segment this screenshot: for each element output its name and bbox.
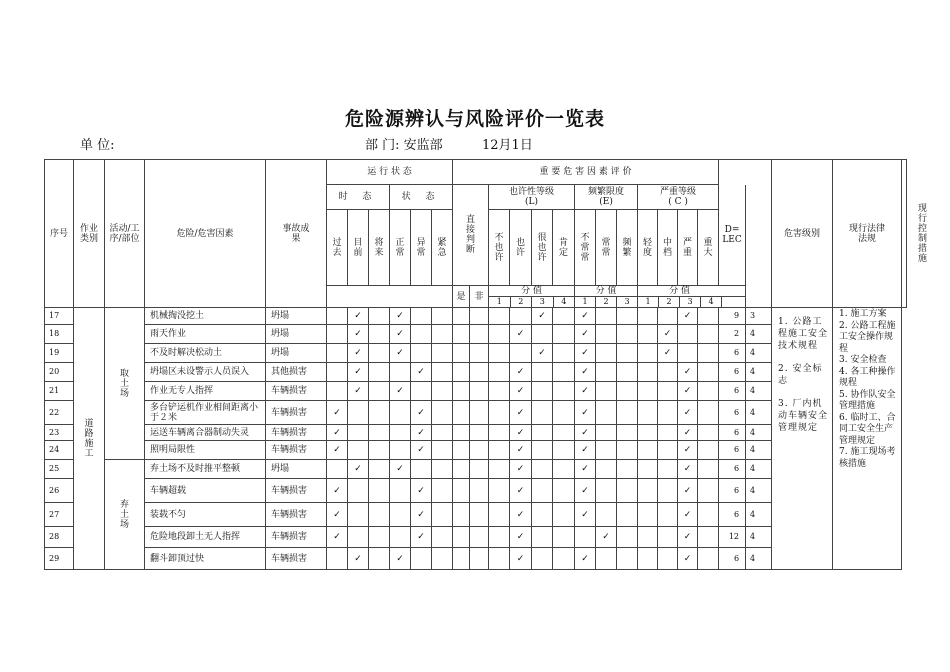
group-dump: 弃土场 [105, 460, 145, 570]
row-hazard: 运送车辆离合器制动失灵 [145, 425, 266, 441]
check-mark: ✓ [411, 527, 432, 548]
row-D: 6 [719, 425, 746, 441]
row-hazard: 多台铲运机作业相间距离小于２米 [145, 401, 266, 425]
header-present: 目前 [348, 210, 369, 286]
header-L: 也许性等级 (L) [489, 185, 575, 210]
row-D: 2 [719, 325, 746, 344]
row-seq: 26 [45, 479, 74, 503]
control-item: 2. 公路工程施工安全操作规程 [839, 320, 896, 354]
check-mark: ✓ [327, 527, 348, 548]
row-D: 12 [719, 527, 746, 548]
control-item: 6. 临时工、合同工安全生产管理规定 [839, 412, 896, 446]
row-level: 4 [746, 382, 772, 401]
header-E1: 不常常 [575, 210, 596, 286]
check-mark: ✓ [411, 363, 432, 382]
check-mark: ✓ [575, 382, 596, 401]
row-result: 坍塌 [266, 460, 327, 479]
page-title: 危险源辨认与风险评价一览表 [344, 108, 605, 130]
header-E: 频繁限度 (E) [575, 185, 638, 210]
row-level: 4 [746, 460, 772, 479]
check-mark: ✓ [327, 441, 348, 460]
check-mark: ✓ [678, 503, 698, 527]
header-E2: 常常 [596, 210, 617, 286]
check-mark: ✓ [348, 460, 369, 479]
check-mark: ✓ [411, 479, 432, 503]
row-seq: 20 [45, 363, 74, 382]
row-hazard: 危险地段卸土无人指挥 [145, 527, 266, 548]
row-hazard: 照明局限性 [145, 441, 266, 460]
check-mark: ✓ [510, 479, 532, 503]
score-c1: 1 [638, 297, 659, 307]
score-l2: 2 [511, 297, 533, 307]
header-result: 事故成果 [266, 160, 327, 308]
header-L4: 肯定 [553, 210, 575, 286]
check-mark: ✓ [678, 479, 698, 503]
check-mark: ✓ [678, 401, 698, 425]
score-l3: 3 [532, 297, 554, 307]
check-mark: ✓ [411, 441, 432, 460]
row-level: 4 [746, 425, 772, 441]
header-E-score: 分 值 [575, 286, 637, 297]
row-hazard: 装载不匀 [145, 503, 266, 527]
check-mark: ✓ [510, 548, 532, 570]
row-D: 6 [719, 548, 746, 570]
check-mark: ✓ [575, 344, 596, 363]
check-mark: ✓ [678, 441, 698, 460]
check-mark: ✓ [390, 325, 411, 344]
check-mark: ✓ [348, 308, 369, 325]
header-urgent: 紧急 [432, 210, 453, 286]
check-mark: ✓ [510, 527, 532, 548]
row-seq: 27 [45, 503, 74, 527]
law-cell [772, 308, 833, 570]
row-hazard: 不及时解决松动土 [145, 344, 266, 363]
row-hazard: 翻斗卸顶过快 [145, 548, 266, 570]
header-tense: 时 态 [327, 185, 390, 210]
header-E3: 频繁 [617, 210, 638, 286]
check-mark: ✓ [532, 344, 553, 363]
score-c4: 4 [701, 297, 722, 307]
check-mark: ✓ [575, 441, 596, 460]
row-result: 车辆损害 [266, 382, 327, 401]
header-abnormal: 异常 [411, 210, 432, 286]
row-level: 4 [746, 344, 772, 363]
score-e1: 1 [575, 297, 596, 307]
check-mark: ✓ [411, 503, 432, 527]
score-e3: 3 [624, 297, 630, 306]
header-direct: 直接判断 [453, 185, 489, 286]
check-mark: ✓ [510, 441, 532, 460]
row-level: 4 [746, 325, 772, 344]
control-item: 4. 各工种操作规程 [839, 366, 896, 388]
row-D: 6 [719, 344, 746, 363]
check-mark: ✓ [658, 344, 678, 363]
control-cell [833, 308, 902, 570]
check-mark: ✓ [575, 548, 596, 570]
header-C: 严重等级 ( C ) [638, 185, 719, 210]
control-item: 1. 施工方案 [839, 309, 887, 319]
check-mark: ✓ [327, 425, 348, 441]
score-c2: 2 [659, 297, 680, 307]
row-hazard: 机械掏没挖土 [145, 308, 266, 325]
check-mark: ✓ [327, 401, 348, 425]
row-D: 6 [719, 401, 746, 425]
row-hazard: 坍塌区未设警示人员误入 [145, 363, 266, 382]
row-hazard: 作业无专人指挥 [145, 382, 266, 401]
check-mark: ✓ [390, 382, 411, 401]
row-result: 车辆损害 [266, 503, 327, 527]
score-l4: 4 [561, 297, 567, 306]
law-item: 2. 安全标志 [778, 364, 823, 386]
row-seq: 28 [45, 527, 74, 548]
row-result: 坍塌 [266, 325, 327, 344]
check-mark: ✓ [678, 363, 698, 382]
row-level: 4 [746, 527, 772, 548]
header-future: 将来 [369, 210, 390, 286]
check-mark: ✓ [575, 325, 596, 344]
check-mark: ✓ [327, 479, 348, 503]
risk-assessment-table [44, 159, 928, 570]
department-label: 部 门: 安监部 [365, 138, 443, 153]
header-major-evaluation: 重 要 危 害 因 素 评 价 [453, 160, 719, 185]
control-item: 5. 协作队安全管理措施 [839, 389, 896, 411]
row-seq: 29 [45, 548, 74, 570]
date-label: 12月1日 [482, 138, 533, 153]
check-mark: ✓ [510, 325, 532, 344]
row-level: 3 [746, 308, 772, 325]
row-seq: 17 [45, 308, 74, 325]
work-type-cell: 道路施工 [74, 308, 105, 570]
check-mark: ✓ [411, 401, 432, 425]
row-seq: 23 [45, 425, 74, 441]
check-mark: ✓ [327, 503, 348, 527]
check-mark: ✓ [348, 548, 369, 570]
header-status: 状 态 [390, 185, 453, 210]
row-level: 4 [746, 548, 772, 570]
row-result: 车辆损害 [266, 548, 327, 570]
header-L-score: 分 值 [489, 286, 574, 297]
header-past: 过去 [327, 210, 348, 286]
row-level: 4 [746, 401, 772, 425]
check-mark: ✓ [678, 548, 698, 570]
check-mark: ✓ [575, 479, 596, 503]
check-mark: ✓ [510, 401, 532, 425]
header-work-type: 作业类别 [74, 160, 105, 308]
header-C3: 严重 [678, 210, 698, 286]
row-result: 车辆损害 [266, 401, 327, 425]
check-mark: ✓ [678, 425, 698, 441]
row-seq: 18 [45, 325, 74, 344]
check-mark: ✓ [348, 363, 369, 382]
control-item: 3. 安全检查 [839, 355, 887, 365]
header-run-state: 运 行 状 态 [327, 160, 453, 185]
check-mark: ✓ [678, 527, 698, 548]
row-result: 车辆损害 [266, 527, 327, 548]
law-item: 1. 公路工程施工安全技术规程 [778, 317, 829, 351]
unit-label: 单 位: [80, 138, 115, 153]
check-mark: ✓ [658, 325, 678, 344]
row-result: 车辆损害 [266, 425, 327, 441]
row-result: 坍塌 [266, 344, 327, 363]
check-mark: ✓ [390, 548, 411, 570]
check-mark: ✓ [411, 425, 432, 441]
row-level: 4 [746, 503, 772, 527]
row-seq: 22 [45, 401, 74, 425]
check-mark: ✓ [390, 344, 411, 363]
check-mark: ✓ [510, 382, 532, 401]
header-yes: 是 [453, 286, 470, 308]
row-hazard: 弃土场不及时推平整顿 [145, 460, 266, 479]
row-level: 4 [746, 479, 772, 503]
row-D: 6 [719, 460, 746, 479]
check-mark: ✓ [510, 503, 532, 527]
row-seq: 24 [45, 441, 74, 460]
check-mark: ✓ [532, 308, 553, 325]
check-mark: ✓ [575, 401, 596, 425]
header-normal: 正常 [390, 210, 411, 286]
check-mark: ✓ [678, 460, 698, 479]
check-mark: ✓ [510, 425, 532, 441]
check-mark: ✓ [390, 460, 411, 479]
row-result: 其他损害 [266, 363, 327, 382]
control-item: 7. 施工现场考核措施 [839, 447, 896, 469]
row-D: 9 [719, 308, 746, 325]
check-mark: ✓ [510, 363, 532, 382]
row-D: 6 [719, 382, 746, 401]
check-mark: ✓ [678, 382, 698, 401]
check-mark: ✓ [678, 308, 698, 325]
row-result: 车辆损害 [266, 479, 327, 503]
header-C1: 轻度 [638, 210, 658, 286]
header-law: 现行法律法规 [833, 160, 902, 308]
header-activity: 活动/工序/部位 [105, 160, 145, 308]
header-L1: 不也许 [489, 210, 510, 286]
table-row [45, 308, 907, 325]
score-l1: 1 [489, 297, 511, 307]
check-mark: ✓ [390, 308, 411, 325]
row-seq: 21 [45, 382, 74, 401]
row-D: 6 [719, 503, 746, 527]
check-mark: ✓ [348, 325, 369, 344]
header-no: 非 [470, 286, 489, 308]
check-mark: ✓ [348, 382, 369, 401]
header-L3: 很也许 [532, 210, 553, 286]
check-mark: ✓ [575, 460, 596, 479]
row-seq: 19 [45, 344, 74, 363]
row-hazard: 车辆超载 [145, 479, 266, 503]
row-result: 坍塌 [266, 308, 327, 325]
header-C2: 中档 [658, 210, 678, 286]
check-mark: ✓ [575, 503, 596, 527]
law-item: 3. 厂内机动车辆安全管理规定 [778, 399, 829, 433]
header-C-score: 分 值 [638, 286, 745, 297]
check-mark: ✓ [575, 363, 596, 382]
row-level: 4 [746, 363, 772, 382]
header-seq: 序号 [45, 160, 74, 308]
row-D: 6 [719, 479, 746, 503]
header-C4: 重大 [698, 210, 719, 286]
row-level: 4 [746, 441, 772, 460]
check-mark: ✓ [510, 460, 532, 479]
header-D: D= LEC [719, 185, 746, 286]
score-c3: 3 [680, 297, 701, 307]
header-control: 现行控制措施 [902, 160, 907, 308]
check-mark: ✓ [348, 344, 369, 363]
group-take: 取土场 [105, 308, 145, 460]
check-mark: ✓ [596, 527, 617, 548]
check-mark: ✓ [575, 425, 596, 441]
header-hazard-level: 危害级别 [772, 160, 833, 308]
row-seq: 25 [45, 460, 74, 479]
check-mark: ✓ [575, 308, 596, 325]
row-D: 6 [719, 363, 746, 382]
header-L2: 也许 [510, 210, 532, 286]
row-D: 6 [719, 441, 746, 460]
row-hazard: 雨天作业 [145, 325, 266, 344]
header-hazard: 危险/危害因素 [145, 160, 266, 308]
row-result: 车辆损害 [266, 441, 327, 460]
score-e2: 2 [596, 297, 617, 307]
